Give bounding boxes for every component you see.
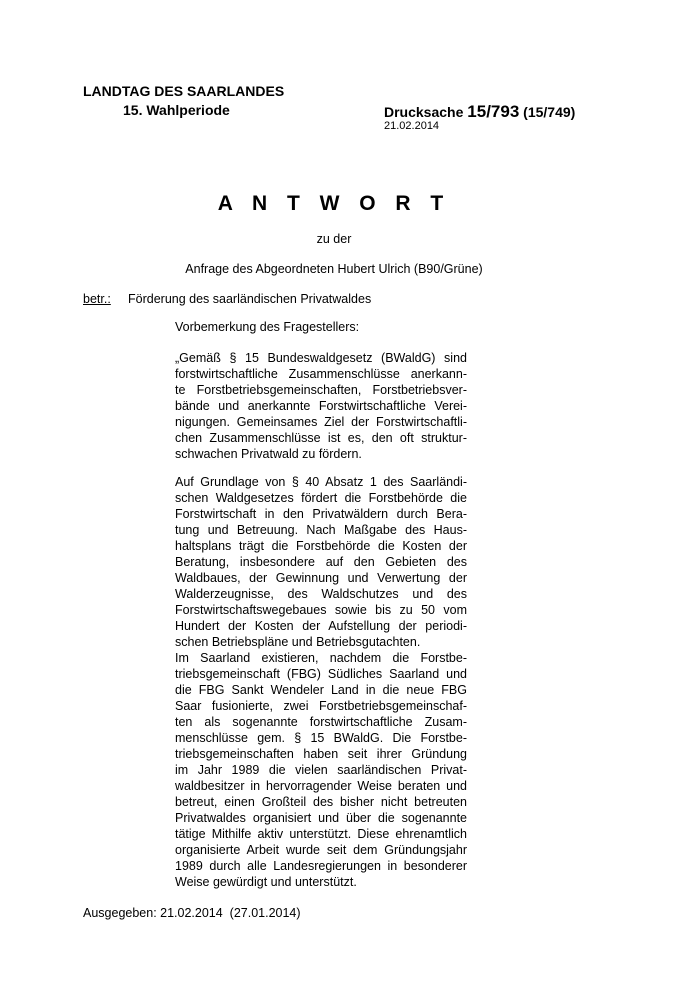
institution-name: LANDTAG DES SAARLANDES [83,83,285,99]
publication-footer: Ausgegeben: 21.02.2014 (27.01.2014) [83,906,301,920]
text-line: Walderzeugnisse, des Waldschutzes und des [175,587,467,601]
text-line: menschlüsse gem. § 15 BWaldG. Die Forstbe- [175,731,467,745]
text-line: Beratung, insbesondere auf den Gebieten des [175,555,467,569]
text-line: schen Betriebspläne und Betriebsgutachten. [175,635,421,649]
page-title: A N T W O R T [217,192,451,215]
text-line: im Jahr 1989 die vielen saarländischen Privat- [175,763,467,777]
text-line: triebsgemeinschaften haben seit ihrer Gründung [175,747,467,761]
paragraph-2 [175,474,467,650]
text-line: Im Saarland existieren, nachdem die Forstbe- [175,651,467,665]
text-line: bände und anerkannte Forstwirtschaftliche Verei- [175,399,467,413]
text-line: schwachen Privatwald zu fördern. [175,447,362,461]
preface-heading: Vorbemerkung des Fragestellers: [175,320,360,334]
subject-label: betr.: [83,292,111,306]
subtitle: zu der [316,232,352,246]
text-line: 1989 durch alle Landesregierungen in besonderer [175,859,467,873]
text-line: Forstwirtschaft in den Privatwäldern durch Bera- [175,507,467,521]
inquiry-line: Anfrage des Abgeordneten Hubert Ulrich (B90/Grüne) [185,262,483,276]
text-line: waldbesitzer in hervorragender Weise beraten und [175,779,467,793]
text-line: schen Waldgesetzes fördert die Forstbehörde die [175,491,467,505]
document-number-value: 15/793 [467,102,520,121]
text-line: Privatwaldes organisiert und über die sogenannte [175,811,467,825]
text-line: nigungen. Gemeinsames Ziel der Forstwirtschaftli- [175,415,467,429]
document-number [384,102,575,122]
text-line: chen Zusammenschlüsse ist es, den oft struktur- [175,431,467,445]
text-line: tung und Betreuung. Nach Maßgabe des Haus- [175,523,467,537]
document-date: 21.02.2014 [384,120,440,132]
text-line: ten als sogenannte forstwirtschaftliche Zusam- [175,715,467,729]
text-line: triebsgemeinschaft (FBG) Südliches Saarland und [175,667,467,681]
text-line: te Forstbetriebsgemeinschaften, Forstbetriebsver- [175,383,467,397]
text-line: „Gemäß § 15 Bundeswaldgesetz (BWaldG) sind [175,351,467,365]
document-label: Drucksache [384,104,468,120]
text-line: forstwirtschaftliche Zusammenschlüsse anerkann- [175,367,467,381]
text-line: Weise gewürdigt und unterstützt. [175,875,357,889]
text-line: die FBG Sankt Wendeler Land in die neue FBG [175,683,467,697]
text-line: Saar fusionierte, zwei Forstbetriebsgemeinschaf- [175,699,467,713]
paragraph-3 [175,650,467,890]
document-reference: (15/749) [519,104,576,120]
text-line: betreut, einen Großteil des bisher nicht betreuten [175,795,467,809]
text-line: Forstwirtschaftswegebaues sowie bis zu 50 vom [175,603,467,617]
text-line: Hundert der Kosten der Aufstellung der periodi- [175,619,467,633]
text-line: Auf Grundlage von § 40 Absatz 1 des Saarländi- [175,475,467,489]
legislative-period: 15. Wahlperiode [123,102,230,118]
text-line: Waldbaues, der Gewinnung und Verwertung der [175,571,467,585]
text-line: haltsplans trägt die Forstbehörde die Kosten der [175,539,467,553]
paragraph-1 [175,350,467,462]
subject-text: Förderung des saarländischen Privatwaldes [128,292,372,306]
text-line: organisierte Arbeit wurde seit dem Gründungsjahr [175,843,467,857]
text-line: tätige Mithilfe aktiv unterstützt. Diese ehrenamtlich [175,827,467,841]
